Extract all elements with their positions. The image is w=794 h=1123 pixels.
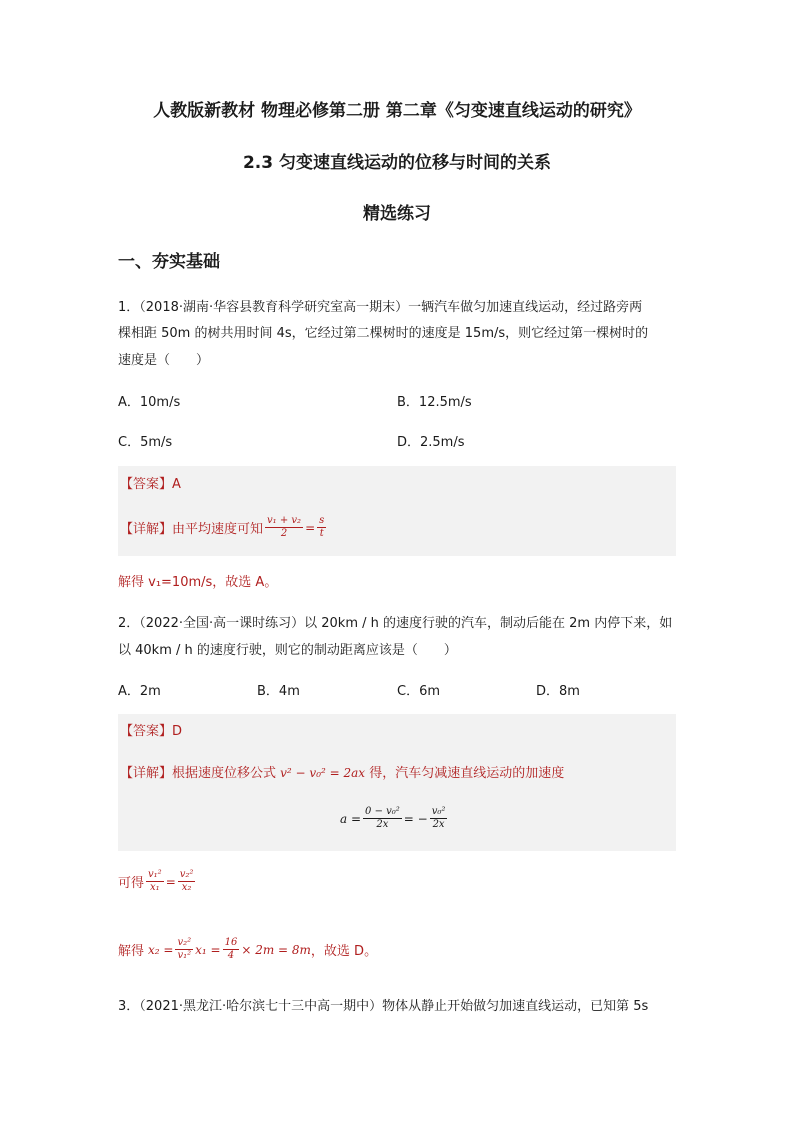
q1-option-d: D．2.5m/s (397, 435, 465, 450)
q2-detail: 【详解】根据速度位移公式 v² − v₀² = 2ax 得，汽车匀减速直线运动的加速度 (120, 766, 565, 781)
q2-acceleration-formula: a = $\frac{\text{0 − v₀²}}{2x}$ = − $\frac{\text{v₀²}}{2x}$ (340, 806, 446, 830)
q1-stem-line1: 1．（2018·湖南·华容县教育科学研究室高一期末）一辆汽车做匀加速直线运动，经过路旁两 (118, 300, 643, 315)
q2-option-c: C．6m (397, 684, 441, 699)
q1-answer-box (118, 466, 676, 556)
document-title: 人教版新教材 物理必修第二册 第二章《匀变速直线运动的研究》 (153, 101, 641, 121)
q2-velocity-formula: v² − v₀² = 2ax (280, 766, 366, 780)
q1-detail-text: 【详解】由平均速度可知 (120, 522, 264, 537)
q1-fraction-st: $\frac{s}{t}$ (319, 515, 325, 539)
q1-answer: 【答案】A (120, 477, 181, 492)
q2-option-d: D．8m (536, 684, 580, 699)
exercise-title: 精选练习 (363, 204, 431, 224)
q1-option-a: A．10m/s (118, 395, 181, 410)
q1-stem-line2: 棵相距 50m 的树共用时间 4s，它经过第二棵树时的速度是 15m/s，则它经过第一棵树时的 (118, 326, 649, 341)
q2-stem-line1: 2．（2022·全国·高一课时练习）以 20km / h 的速度行驶的汽车，制动后能在 2m 内停下来，如 (118, 616, 673, 631)
q2-derivation: 可得 $\frac{\text{v₁²}}{\text{x₁}}$ = $\frac{\text{v₂²}}{\text{x₂}}$ (118, 869, 194, 893)
q1-option-b: B．12.5m/s (397, 395, 472, 410)
q1-solution: 解得 v₁=10m/s，故选 A。 (118, 575, 278, 590)
q1-detail: 【详解】由平均速度可知 $\frac{\text{v₁ + v₂}}{2}$ = $\frac{s}{t}$ (120, 515, 325, 539)
q2-stem-line2: 以 40km / h 的速度行驶，则它的制动距离应该是（ ） (118, 643, 457, 658)
section-heading: 一、夯实基础 (118, 252, 220, 272)
q2-answer: 【答案】D (120, 724, 183, 739)
q2-option-b: B．4m (257, 684, 300, 699)
q1-fraction-avg: $\frac{\text{v₁ + v₂}}{2}$ (267, 515, 302, 539)
lesson-title: 2.3 匀变速直线运动的位移与时间的关系 (242, 153, 552, 173)
q2-option-a: A．2m (118, 684, 161, 699)
q1-option-c: C．5m/s (118, 435, 173, 450)
q2-solution: 解得 x₂ = $\frac{\text{v₂²}}{\text{v₁²}}$ x₁ = $\frac{16}{4}$ × 2m = 8m ，故选 D。 (118, 937, 378, 961)
q3-stem-line1: 3．（2021·黑龙江·哈尔滨七十三中高一期中）物体从静止开始做匀加速直线运动，已知第 5s (118, 999, 649, 1014)
q1-stem-line3: 速度是（ ） (118, 353, 210, 368)
